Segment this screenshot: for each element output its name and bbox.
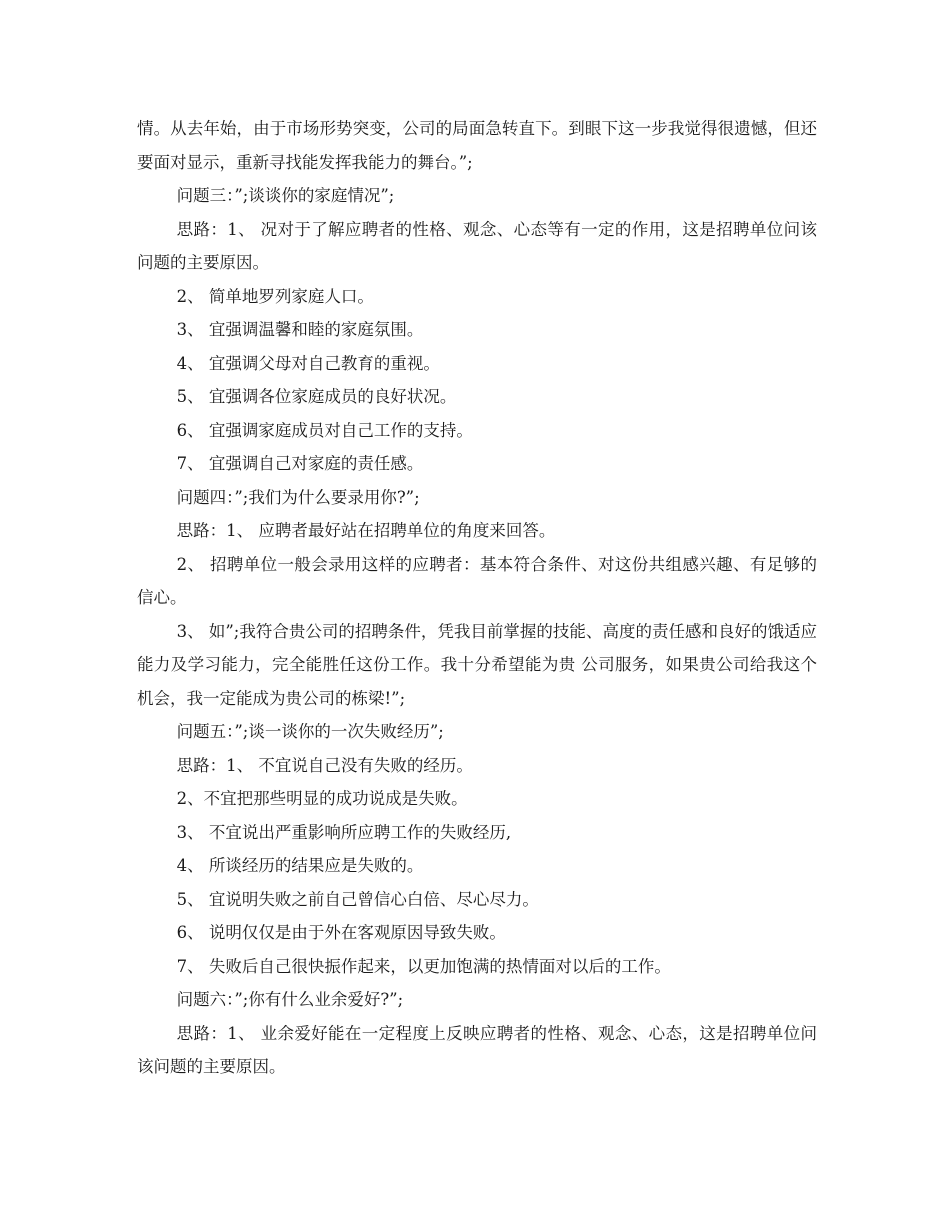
question-three-idea-6: 6、 宜强调家庭成员对自己工作的支持。 <box>176 420 473 440</box>
question-four-idea-3: 3、 如”;我符合贵公司的招聘条件，凭我目前掌握的技能、高度的责任感和良好的饿适应能力及学习能力，完全能胜任这份工作。我十分希望能为贵 公司服务，如果贵公司给我这个机会，我一定能成为贵公司的栋梁!”; <box>137 621 817 708</box>
document-body <box>137 112 817 1084</box>
question-three-idea-4: 4、 宜强调父母对自己教育的重视。 <box>176 353 440 373</box>
paragraph-continuation: 情。从去年始，由于市场形势突变，公司的局面急转直下。到眼下这一步我觉得很遗憾，但还要面对显示，重新寻找能发挥我能力的舞台。”; <box>137 119 817 172</box>
question-three-idea-5: 5、 宜强调各位家庭成员的良好状况。 <box>176 387 457 406</box>
question-three-heading: 问题三：”;谈谈你的家庭情况”; <box>176 186 395 205</box>
question-six-heading: 问题六：”;你有什么业余爱好?”; <box>176 990 404 1009</box>
question-three-idea-1: 思路：1、 况对于了解应聘者的性格、观念、心态等有一定的作用，这是招聘单位问该问题的主要原因。 <box>137 219 817 272</box>
question-three-idea-7: 7、 宜强调自己对家庭的责任感。 <box>176 454 424 473</box>
question-four-idea-1: 思路：1、 应聘者最好站在招聘单位的角度来回答。 <box>176 521 556 540</box>
question-four-heading: 问题四：”;我们为什么要录用你?”; <box>176 487 420 507</box>
question-five-heading: 问题五：”;谈一谈你的一次失败经历”; <box>176 722 444 741</box>
question-six-idea-1: 思路：1、 业余爱好能在一定程度上反映应聘者的性格、观念、心态，这是招聘单位问该问题的主要原因。 <box>137 1023 817 1076</box>
question-five-idea-5: 5、 宜说明失败之前自己曾信心白倍、尽心尽力。 <box>176 889 539 909</box>
question-five-idea-1: 思路：1、 不宜说自己没有失败的经历。 <box>176 755 473 775</box>
question-four-idea-2: 2、 招聘单位一般会录用这样的应聘者：基本符合条件、对这份共组感兴趣、有足够的信心。 <box>137 554 817 607</box>
question-five-idea-6: 6、 说明仅仅是由于外在客观原因导致失败。 <box>176 923 506 942</box>
question-three-idea-2: 2、 简单地罗列家庭人口。 <box>176 286 374 306</box>
question-five-idea-2: 2、不宜把那些明显的成功说成是失败。 <box>176 789 468 808</box>
question-five-idea-4: 4、 所谈经历的结果应是失败的。 <box>176 856 424 875</box>
question-three-idea-3: 3、 宜强调温馨和睦的家庭氛围。 <box>176 320 424 339</box>
question-five-idea-3: 3、 不宜说出严重影响所应聘工作的失败经历, <box>176 822 512 842</box>
question-five-idea-7: 7、 失败后自己很快振作起来，以更加饱满的热情面对以后的工作。 <box>176 956 671 976</box>
